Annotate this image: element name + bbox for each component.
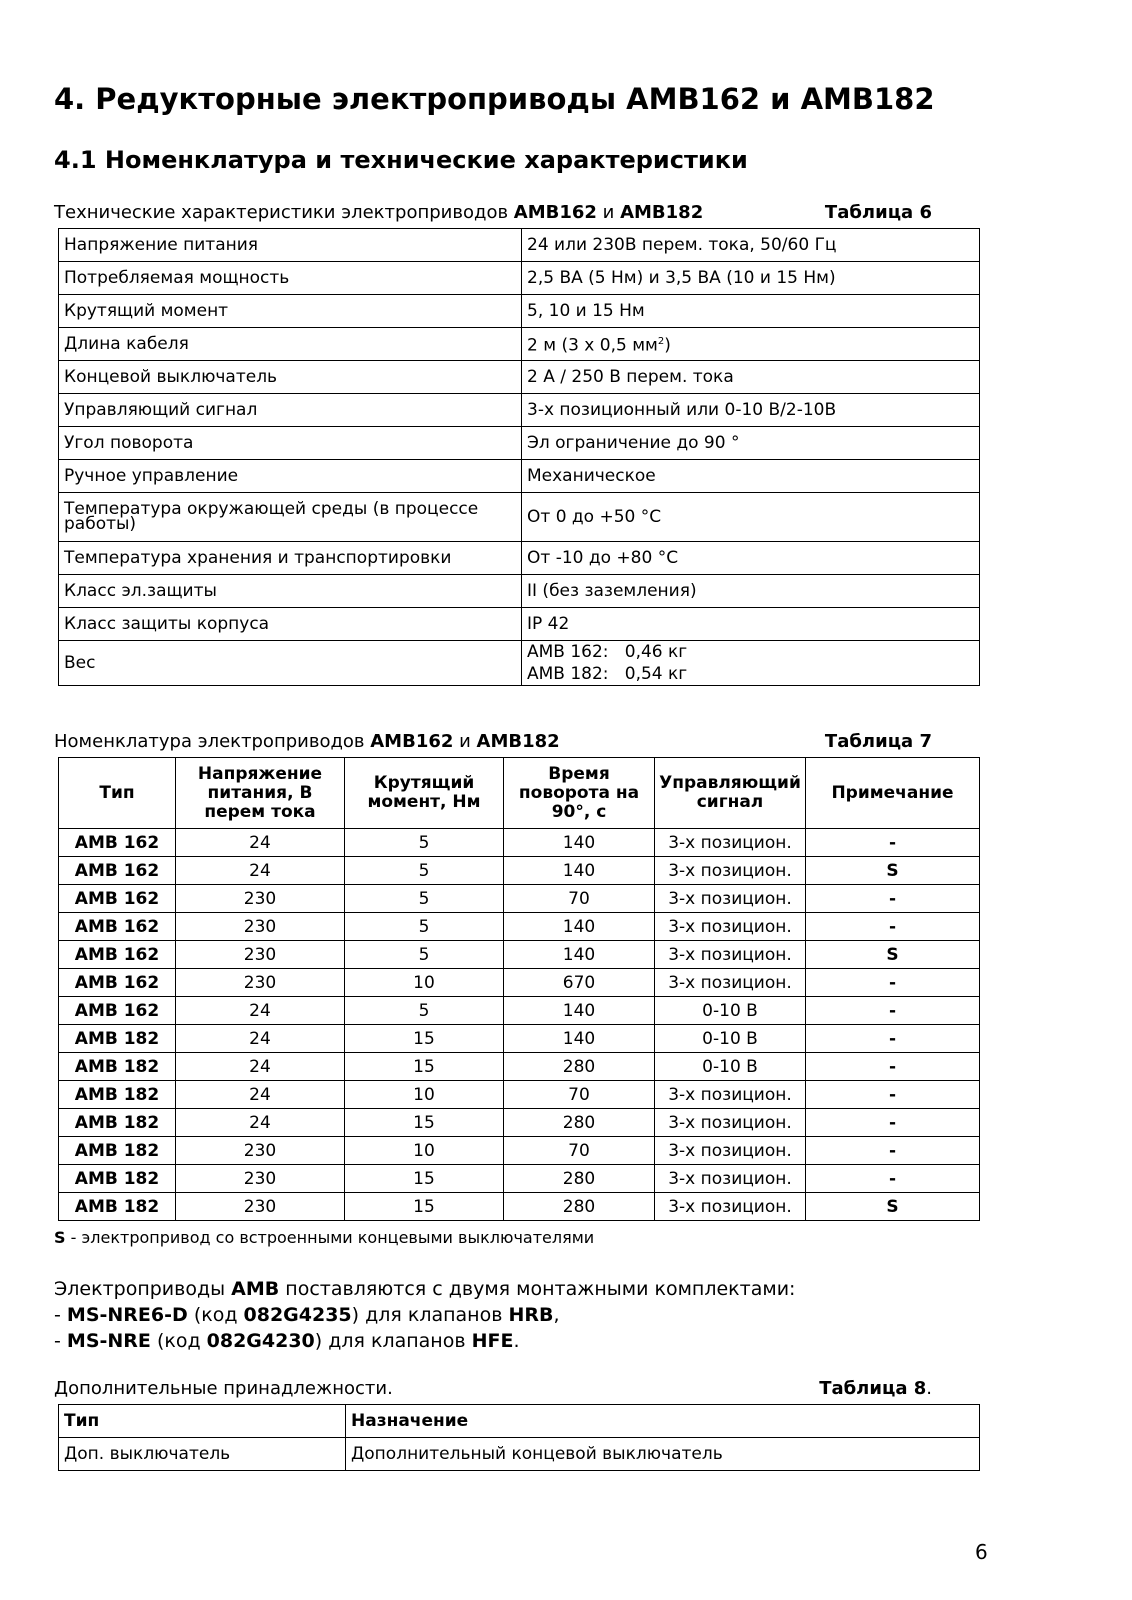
table-row bbox=[59, 641, 980, 686]
table-row bbox=[59, 229, 980, 262]
model-type: AMB 162 bbox=[59, 829, 176, 857]
run-time: 70 bbox=[504, 1081, 655, 1109]
kit-valve: HFE bbox=[471, 1330, 514, 1352]
table6-caption bbox=[54, 202, 932, 223]
model-type: AMB 162 bbox=[59, 857, 176, 885]
table-row bbox=[59, 885, 980, 913]
kits-intro-model: AMB bbox=[231, 1278, 280, 1300]
table-row bbox=[59, 1165, 980, 1193]
table-row bbox=[59, 427, 980, 460]
note: - bbox=[806, 1053, 980, 1081]
spec-value: 2,5 ВА (5 Нм) и 3,5 ВА (10 и 15 Нм) bbox=[522, 262, 980, 295]
note: S bbox=[806, 941, 980, 969]
supply-voltage: 24 bbox=[176, 1025, 345, 1053]
table-row bbox=[59, 295, 980, 328]
subsection-heading: 4.1 Номенклатура и технические характеристики bbox=[54, 146, 748, 174]
torque: 5 bbox=[345, 913, 504, 941]
note: S bbox=[806, 857, 980, 885]
table-header-row bbox=[59, 758, 980, 829]
kit-line-1 bbox=[54, 1304, 560, 1326]
table-row bbox=[59, 361, 980, 394]
kit-bullet: - bbox=[54, 1330, 67, 1352]
control-signal: 3-х позицион. bbox=[655, 1109, 806, 1137]
table6-number: Таблица 6 bbox=[824, 202, 932, 223]
supply-voltage: 24 bbox=[176, 997, 345, 1025]
run-time: 280 bbox=[504, 1193, 655, 1221]
kit-bullet: - bbox=[54, 1304, 67, 1326]
supply-voltage: 230 bbox=[176, 913, 345, 941]
column-header-signal: Управляющий сигнал bbox=[655, 758, 806, 829]
table-row bbox=[59, 1438, 980, 1471]
spec-value: IP 42 bbox=[522, 608, 980, 641]
spec-key: Потребляемая мощность bbox=[59, 262, 522, 295]
weight-amb182: AMB 182: 0,54 кг bbox=[527, 664, 688, 684]
control-signal: 3-х позицион. bbox=[655, 829, 806, 857]
torque: 15 bbox=[345, 1193, 504, 1221]
spec-value: II (без заземления) bbox=[522, 575, 980, 608]
model-type: AMB 182 bbox=[59, 1109, 176, 1137]
note: - bbox=[806, 913, 980, 941]
spec-key: Длина кабеля bbox=[59, 328, 522, 361]
model-type: AMB 182 bbox=[59, 1193, 176, 1221]
supply-voltage: 24 bbox=[176, 1053, 345, 1081]
model-type: AMB 162 bbox=[59, 997, 176, 1025]
column-header-time: Время поворота на 90°, с bbox=[504, 758, 655, 829]
control-signal: 3-х позицион. bbox=[655, 1193, 806, 1221]
section-heading: 4. Редукторные электроприводы AMB162 и AMB182 bbox=[54, 82, 935, 116]
table-row bbox=[59, 1137, 980, 1165]
table-row bbox=[59, 1081, 980, 1109]
nomenclature-body bbox=[59, 829, 980, 1221]
note: - bbox=[806, 997, 980, 1025]
table6-caption-and: и bbox=[596, 202, 621, 223]
spec-key: Вес bbox=[59, 641, 522, 686]
note: - bbox=[806, 829, 980, 857]
kit-punct: . bbox=[513, 1330, 520, 1352]
table-row bbox=[59, 1193, 980, 1221]
table-row bbox=[59, 997, 980, 1025]
table8-caption bbox=[54, 1378, 932, 1399]
specs-table bbox=[58, 228, 980, 686]
footnote bbox=[54, 1228, 594, 1247]
spec-key: Управляющий сигнал bbox=[59, 394, 522, 427]
torque: 15 bbox=[345, 1165, 504, 1193]
note: - bbox=[806, 969, 980, 997]
torque: 15 bbox=[345, 1109, 504, 1137]
table-row bbox=[59, 1053, 980, 1081]
note: S bbox=[806, 1193, 980, 1221]
torque: 5 bbox=[345, 941, 504, 969]
cable-value: 2 м (3 х 0,5 мм bbox=[527, 335, 658, 356]
table7-number: Таблица 7 bbox=[824, 731, 932, 752]
model-type: AMB 182 bbox=[59, 1025, 176, 1053]
table-row bbox=[59, 913, 980, 941]
table8-number-dot: . bbox=[926, 1378, 932, 1399]
model-type: AMB 162 bbox=[59, 913, 176, 941]
cable-superscript: 2 bbox=[657, 336, 665, 348]
model-type: AMB 162 bbox=[59, 941, 176, 969]
torque: 15 bbox=[345, 1025, 504, 1053]
table6-caption-model2: AMB182 bbox=[620, 202, 704, 223]
torque: 10 bbox=[345, 1137, 504, 1165]
run-time: 140 bbox=[504, 829, 655, 857]
spec-value bbox=[522, 641, 980, 686]
spec-key: Угол поворота bbox=[59, 427, 522, 460]
table-row bbox=[59, 1109, 980, 1137]
spec-value bbox=[522, 328, 980, 361]
kit-code: 082G4235 bbox=[243, 1304, 352, 1326]
note: - bbox=[806, 1025, 980, 1053]
run-time: 70 bbox=[504, 885, 655, 913]
supply-voltage: 24 bbox=[176, 857, 345, 885]
table-row bbox=[59, 328, 980, 361]
torque: 5 bbox=[345, 829, 504, 857]
run-time: 280 bbox=[504, 1109, 655, 1137]
kit-text: (код bbox=[187, 1304, 244, 1326]
footnote-text: - электропривод со встроенными концевыми выключателями bbox=[65, 1228, 595, 1247]
column-header-type: Тип bbox=[59, 1405, 346, 1438]
table-row bbox=[59, 608, 980, 641]
kit-name: MS-NRE6-D bbox=[66, 1304, 188, 1326]
supply-voltage: 230 bbox=[176, 885, 345, 913]
supply-voltage: 230 bbox=[176, 1193, 345, 1221]
note: - bbox=[806, 885, 980, 913]
supply-voltage: 230 bbox=[176, 941, 345, 969]
table6-caption-model1: AMB162 bbox=[513, 202, 597, 223]
control-signal: 3-х позицион. bbox=[655, 1081, 806, 1109]
spec-key: Температура хранения и транспортировки bbox=[59, 542, 522, 575]
run-time: 140 bbox=[504, 1025, 655, 1053]
column-header-type: Тип bbox=[59, 758, 176, 829]
supply-voltage: 24 bbox=[176, 829, 345, 857]
table7-caption bbox=[54, 731, 932, 752]
run-time: 140 bbox=[504, 857, 655, 885]
table8-number-text: Таблица 8 bbox=[819, 1378, 927, 1399]
table8-number bbox=[819, 1378, 932, 1399]
spec-value: 24 или 230В перем. тока, 50/60 Гц bbox=[522, 229, 980, 262]
model-type: AMB 182 bbox=[59, 1081, 176, 1109]
supply-voltage: 230 bbox=[176, 969, 345, 997]
accessories-table bbox=[58, 1404, 980, 1471]
kit-code: 082G4230 bbox=[206, 1330, 315, 1352]
run-time: 140 bbox=[504, 941, 655, 969]
spec-key: Напряжение питания bbox=[59, 229, 522, 262]
accessory-purpose: Дополнительный концевой выключатель bbox=[346, 1438, 980, 1471]
torque: 10 bbox=[345, 1081, 504, 1109]
control-signal: 3-х позицион. bbox=[655, 941, 806, 969]
table-row bbox=[59, 394, 980, 427]
run-time: 280 bbox=[504, 1165, 655, 1193]
table-row bbox=[59, 262, 980, 295]
spec-key: Температура окружающей среды (в процессе работы) bbox=[59, 493, 522, 542]
weight-amb162: AMB 162: 0,46 кг bbox=[527, 642, 688, 662]
model-type: AMB 162 bbox=[59, 885, 176, 913]
table-row bbox=[59, 829, 980, 857]
accessory-type: Доп. выключатель bbox=[59, 1438, 346, 1471]
control-signal: 3-х позицион. bbox=[655, 885, 806, 913]
nomenclature-table bbox=[58, 757, 980, 1221]
supply-voltage: 24 bbox=[176, 1081, 345, 1109]
supply-voltage: 24 bbox=[176, 1109, 345, 1137]
table-header-row bbox=[59, 1405, 980, 1438]
kit-punct: , bbox=[553, 1304, 560, 1326]
table-row bbox=[59, 493, 980, 542]
table7-caption-text: Номенклатура электроприводов bbox=[54, 731, 371, 752]
table-row bbox=[59, 542, 980, 575]
column-header-note: Примечание bbox=[806, 758, 980, 829]
control-signal: 3-х позицион. bbox=[655, 1137, 806, 1165]
spec-value: 5, 10 и 15 Нм bbox=[522, 295, 980, 328]
run-time: 140 bbox=[504, 913, 655, 941]
kit-line-2 bbox=[54, 1330, 520, 1352]
torque: 5 bbox=[345, 857, 504, 885]
control-signal: 3-х позицион. bbox=[655, 1165, 806, 1193]
supply-voltage: 230 bbox=[176, 1165, 345, 1193]
model-type: AMB 162 bbox=[59, 969, 176, 997]
model-type: AMB 182 bbox=[59, 1137, 176, 1165]
kit-text: ) для клапанов bbox=[351, 1304, 509, 1326]
control-signal: 0-10 В bbox=[655, 1053, 806, 1081]
table-row bbox=[59, 941, 980, 969]
table-row bbox=[59, 460, 980, 493]
table8-caption-text: Дополнительные принадлежности. bbox=[54, 1378, 393, 1399]
torque: 5 bbox=[345, 997, 504, 1025]
kit-valve: HRB bbox=[508, 1304, 554, 1326]
spec-value: 2 А / 250 В перем. тока bbox=[522, 361, 980, 394]
spec-value: 3-х позиционный или 0-10 В/2-10В bbox=[522, 394, 980, 427]
control-signal: 3-х позицион. bbox=[655, 969, 806, 997]
spec-value: Механическое bbox=[522, 460, 980, 493]
note: - bbox=[806, 1137, 980, 1165]
run-time: 670 bbox=[504, 969, 655, 997]
spec-value: Эл ограничение до 90 ° bbox=[522, 427, 980, 460]
control-signal: 3-х позицион. bbox=[655, 913, 806, 941]
note: - bbox=[806, 1165, 980, 1193]
note: - bbox=[806, 1081, 980, 1109]
column-header-purpose: Назначение bbox=[346, 1405, 980, 1438]
column-header-voltage: Напряжение питания, В перем тока bbox=[176, 758, 345, 829]
spec-key: Класс защиты корпуса bbox=[59, 608, 522, 641]
kit-text: (код bbox=[150, 1330, 207, 1352]
torque: 10 bbox=[345, 969, 504, 997]
model-type: AMB 182 bbox=[59, 1165, 176, 1193]
spec-key: Крутящий момент bbox=[59, 295, 522, 328]
column-header-torque: Крутящий момент, Нм bbox=[345, 758, 504, 829]
cable-value-end: ) bbox=[664, 335, 671, 356]
spec-key: Класс эл.защиты bbox=[59, 575, 522, 608]
control-signal: 0-10 В bbox=[655, 997, 806, 1025]
spec-key: Концевой выключатель bbox=[59, 361, 522, 394]
table6-caption-text: Технические характеристики электроприводов bbox=[54, 202, 514, 223]
control-signal: 3-х позицион. bbox=[655, 857, 806, 885]
note: - bbox=[806, 1109, 980, 1137]
kits-intro bbox=[54, 1278, 795, 1300]
table7-caption-and: и bbox=[453, 731, 477, 752]
kit-name: MS-NRE bbox=[66, 1330, 151, 1352]
spec-key: Ручное управление bbox=[59, 460, 522, 493]
model-type: AMB 182 bbox=[59, 1053, 176, 1081]
supply-voltage: 230 bbox=[176, 1137, 345, 1165]
kits-intro-text-end: поставляются с двумя монтажными комплектами: bbox=[279, 1278, 796, 1300]
table-row bbox=[59, 575, 980, 608]
control-signal: 0-10 В bbox=[655, 1025, 806, 1053]
footnote-symbol: S bbox=[54, 1228, 66, 1247]
torque: 5 bbox=[345, 885, 504, 913]
table7-caption-model1: AMB162 bbox=[370, 731, 454, 752]
kit-text: ) для клапанов bbox=[314, 1330, 472, 1352]
table-row bbox=[59, 1025, 980, 1053]
page-number: 6 bbox=[975, 1540, 988, 1564]
table-row bbox=[59, 969, 980, 997]
table7-caption-model2: AMB182 bbox=[476, 731, 560, 752]
spec-value: От -10 до +80 °C bbox=[522, 542, 980, 575]
run-time: 140 bbox=[504, 997, 655, 1025]
spec-value: От 0 до +50 °C bbox=[522, 493, 980, 542]
torque: 15 bbox=[345, 1053, 504, 1081]
run-time: 70 bbox=[504, 1137, 655, 1165]
table-row bbox=[59, 857, 980, 885]
run-time: 280 bbox=[504, 1053, 655, 1081]
kits-intro-text: Электроприводы bbox=[54, 1278, 232, 1300]
